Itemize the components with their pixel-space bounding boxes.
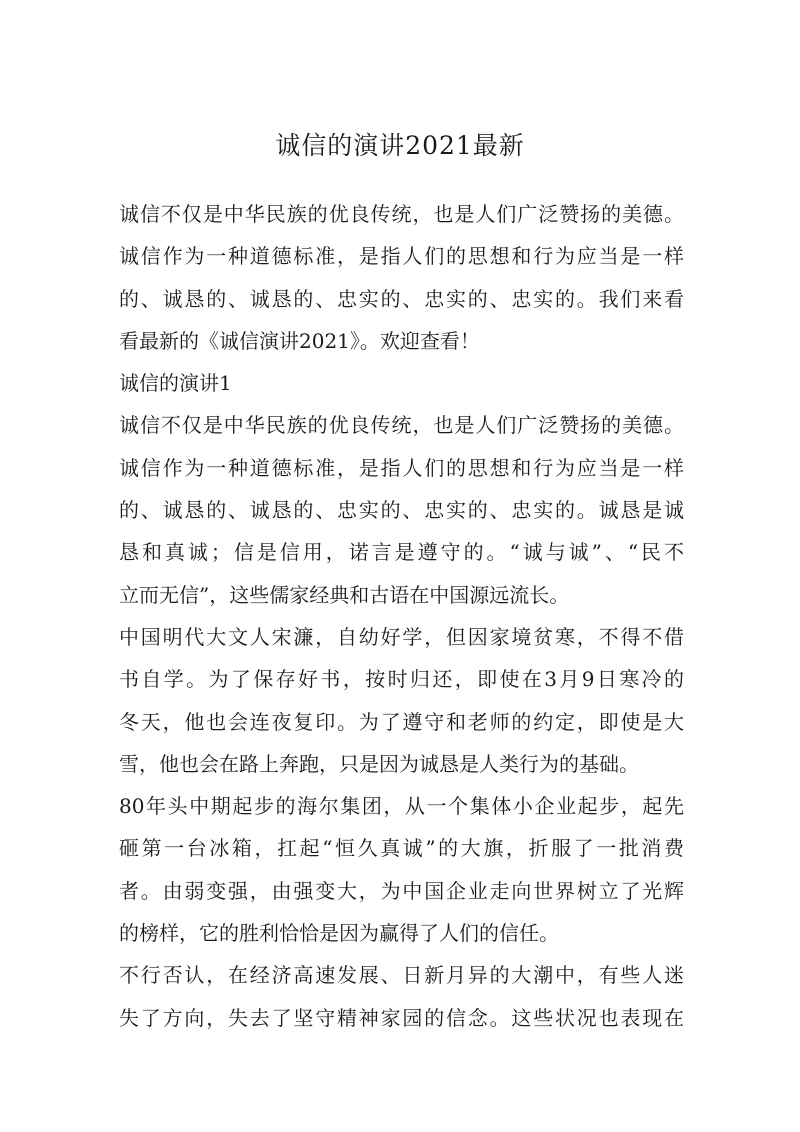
text-line: 立而无信”，这些儒家经典和古语在中国源远流长。 [119, 582, 570, 607]
text-line: 诚信不仅是中华民族的优良传统，也是人们广泛赞扬的美德。 [119, 413, 684, 438]
document-title: 诚信的演讲2021最新 [275, 131, 525, 160]
text-line: 诚信作为一种道德标准，是指人们的思想和行为应当是一样 [119, 244, 684, 269]
text-line: 雪，他也会在路上奔跑，只是因为诚恳是人类行为的基础。 [119, 751, 639, 776]
text-line: 80年头中期起步的海尔集团，从一个集体小企业起步，起先 [119, 794, 684, 819]
text-line: 书自学。为了保存好书，按时归还，即使在3月9日寒冷的 [119, 667, 684, 692]
text-line: 者。由弱变强，由强变大，为中国企业走向世界树立了光辉 [119, 878, 684, 903]
text-line: 诚信不仅是中华民族的优良传统，也是人们广泛赞扬的美德。 [119, 202, 684, 226]
text-line: 砸第一台冰箱，扛起“恒久真诚”的大旗，折服了一批消费 [119, 836, 684, 861]
text-line: 中国明代大文人宋濂，自幼好学，但因家境贫寒，不得不借 [119, 624, 684, 649]
text-line: 不行否认，在经济高速发展、日新月异的大潮中，有些人迷 [119, 963, 684, 988]
text-line: 的、诚恳的、诚恳的、忠实的、忠实的、忠实的。我们来看 [119, 286, 684, 311]
document-body [119, 193, 684, 1039]
text-line: 冬天，他也会连夜复印。为了遵守和老师的约定，即使是大 [119, 709, 684, 734]
text-line: 的榜样，它的胜利恰恰是因为赢得了人们的信任。 [119, 921, 559, 946]
text-line: 恳和真诚；信是信用，诺言是遵守的。“诚与诚”、“民不 [119, 540, 684, 565]
text-line: 诚信作为一种道德标准，是指人们的思想和行为应当是一样 [119, 455, 684, 480]
text-line: 诚信的演讲1 [119, 371, 232, 396]
text-line: 失了方向，失去了坚守精神家园的信念。这些状况也表现在 [119, 1005, 684, 1030]
text-line: 的、诚恳的、诚恳的、忠实的、忠实的、忠实的。诚恳是诚 [119, 498, 684, 523]
text-line: 看最新的《诚信演讲2021》。欢迎查看！ [119, 328, 480, 353]
